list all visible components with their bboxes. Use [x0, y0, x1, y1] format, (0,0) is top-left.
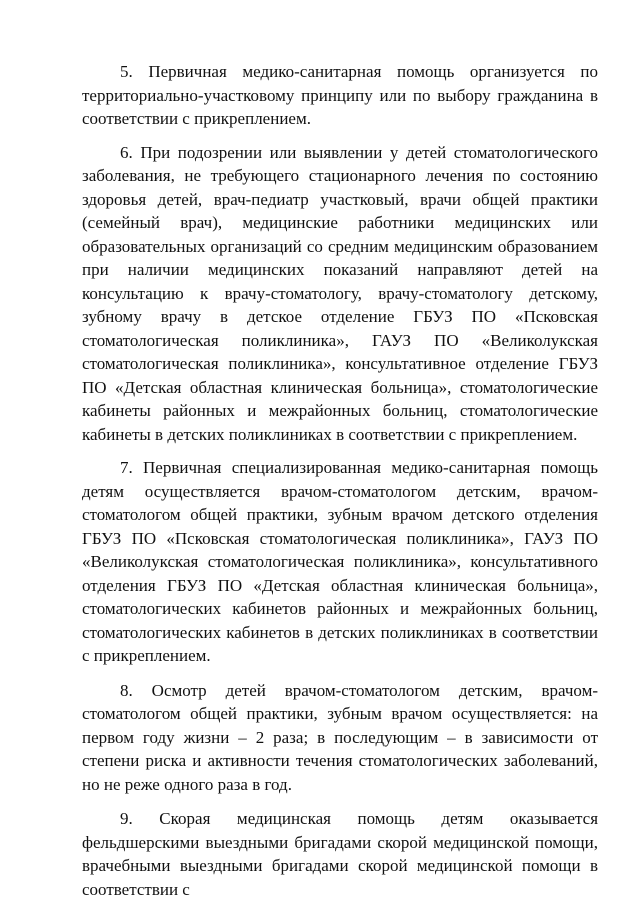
paragraph-number: 5.: [120, 62, 133, 81]
paragraph-number: 8.: [120, 680, 133, 700]
paragraph-7: [82, 456, 598, 668]
paragraph-number: 6.: [120, 142, 133, 162]
paragraph-text: Первичная специализированная медико-санитарная помощь детям осуществляется врачом-стоматологом детским, врачом-стоматологом общей практики, зубным врачом детского отделения ГБУЗ ПО «Псковская стоматологическая поликлиника», ГАУЗ ПО «Великолукская стоматологическая поликлиника», консультативного отделения ГБУЗ ПО «Детская областная клиническая больница», стоматологических кабинетов районных и межрайонных больниц, стоматологических кабинетов в детских поликлиниках в соответствии с прикреплением.: [82, 458, 598, 665]
paragraph-8: [82, 679, 598, 797]
paragraph-text: Скорая медицинская помощь детям оказывается фельдшерскими выездными бригадами скорой медицинской помощи, врачебными выездными бригадами скорой медицинской помощи в соответствии с: [82, 809, 599, 899]
paragraph-text: При подозрении или выявлении у детей стоматологического заболевания, не требующего стационарного лечения по состоянию здоровья детей, врач-педиатр участковый, врачи общей практики (семейный врач), медицинские работники медицинских или образовательных организаций со средним медицинским образованием при наличии медицинских показаний направляют детей на консультацию к врачу-стоматологу, врачу-стоматологу детскому, зубному врачу в детское отделение ГБУЗ ПО «Псковская стоматологическая поликлиника», ГАУЗ ПО «Великолукская стоматологическая поликлиника», консультативное отделение ГБУЗ ПО «Детская областная клиническая больница», стоматологические кабинеты районных и межрайонных больниц, стоматологические кабинеты в детских поликлиниках в соответствии с прикреплением.: [82, 142, 598, 444]
paragraph-text: Осмотр детей врачом-стоматологом детским, врачом-стоматологом общей практики, зубным врачом осуществляется: на первом году жизни – 2 раза; в последующим – в зависимости от степени риска и активности течения стоматологических заболеваний, но не реже одного раза в год.: [82, 680, 599, 794]
paragraph-text: Первичная медико-санитарная помощь организуется по территориально-участковому принципу или по выбору гражданина в соответствии с прикреплением.: [82, 62, 598, 128]
paragraph-6: [82, 141, 598, 447]
paragraph-number: 7.: [120, 458, 133, 477]
paragraph-number: 9.: [120, 809, 133, 828]
paragraph-9: [82, 807, 598, 901]
paragraph-5: [82, 60, 598, 131]
